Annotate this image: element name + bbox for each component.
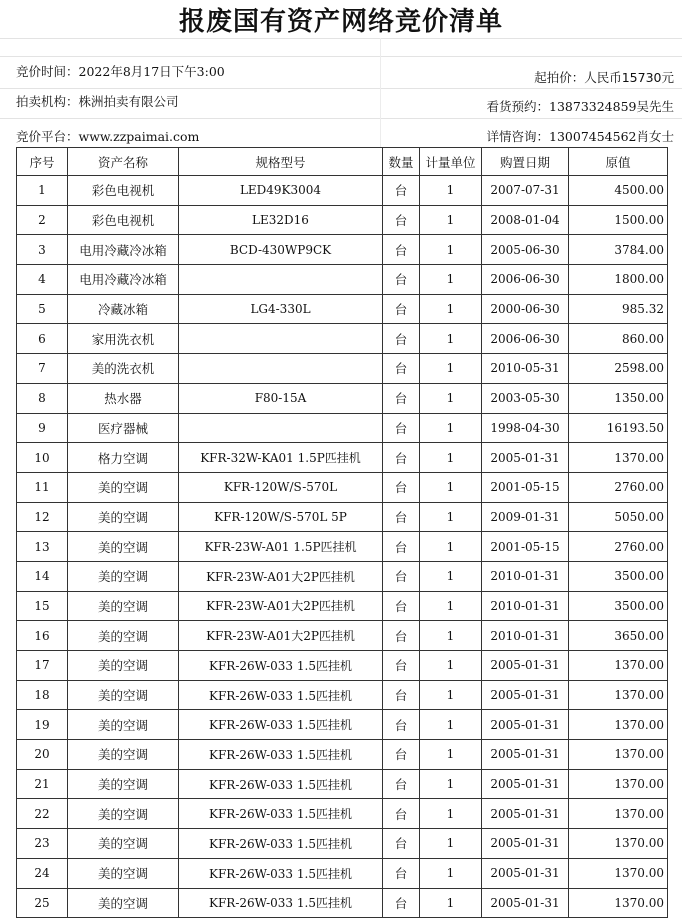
cell-original-value: 1350.00 [569, 383, 668, 413]
auction-org [16, 94, 179, 110]
cell-quantity: 1 [420, 413, 482, 443]
table-row [17, 354, 668, 384]
cell-index: 4 [17, 265, 68, 295]
cell-model: KFR-120W/S-570L [179, 472, 383, 502]
cell-index: 13 [17, 532, 68, 562]
cell-asset-name: 美的空调 [68, 532, 179, 562]
header-cell: 数量 [383, 148, 420, 176]
cell-purchase-date: 2003-05-30 [482, 383, 569, 413]
table-row [17, 621, 668, 651]
cell-quantity: 1 [420, 651, 482, 681]
grid-line [0, 118, 682, 119]
cell-unit: 台 [383, 591, 420, 621]
table-row [17, 265, 668, 295]
cell-model: KFR-26W-033 1.5匹挂机 [179, 651, 383, 681]
cell-asset-name: 美的空调 [68, 621, 179, 651]
cell-purchase-date: 2009-01-31 [482, 502, 569, 532]
cell-purchase-date: 1998-04-30 [482, 413, 569, 443]
cell-quantity: 1 [420, 294, 482, 324]
table-body [17, 176, 668, 918]
detail-contact [487, 129, 675, 145]
cell-original-value: 985.32 [569, 294, 668, 324]
cell-index: 19 [17, 710, 68, 740]
cell-unit: 台 [383, 561, 420, 591]
cell-index: 11 [17, 472, 68, 502]
cell-purchase-date: 2005-01-31 [482, 769, 569, 799]
cell-index: 3 [17, 235, 68, 265]
cell-asset-name: 美的空调 [68, 472, 179, 502]
cell-unit: 台 [383, 502, 420, 532]
cell-model: KFR-26W-033 1.5匹挂机 [179, 680, 383, 710]
cell-index: 6 [17, 324, 68, 354]
table-row [17, 651, 668, 681]
cell-purchase-date: 2006-06-30 [482, 265, 569, 295]
cell-purchase-date: 2008-01-04 [482, 205, 569, 235]
cell-index: 1 [17, 176, 68, 206]
cell-model: KFR-26W-033 1.5匹挂机 [179, 829, 383, 859]
cell-original-value: 1370.00 [569, 651, 668, 681]
cell-index: 21 [17, 769, 68, 799]
table-row [17, 205, 668, 235]
table-row [17, 502, 668, 532]
table-row [17, 591, 668, 621]
cell-quantity: 1 [420, 621, 482, 651]
cell-purchase-date: 2005-01-31 [482, 740, 569, 770]
viewing-value: 13873324859吴先生 [549, 99, 674, 114]
auction-platform-value: www.zzpaimai.com [78, 129, 200, 144]
cell-unit: 台 [383, 858, 420, 888]
cell-asset-name: 美的空调 [68, 829, 179, 859]
cell-asset-name: 美的空调 [68, 799, 179, 829]
cell-unit: 台 [383, 888, 420, 918]
cell-index: 17 [17, 651, 68, 681]
cell-purchase-date: 2000-06-30 [482, 294, 569, 324]
cell-quantity: 1 [420, 858, 482, 888]
cell-index: 7 [17, 354, 68, 384]
cell-asset-name: 电用冷藏冷冰箱 [68, 265, 179, 295]
cell-quantity: 1 [420, 383, 482, 413]
cell-unit: 台 [383, 354, 420, 384]
cell-asset-name: 美的空调 [68, 651, 179, 681]
cell-original-value: 1370.00 [569, 829, 668, 859]
auction-org-label: 拍卖机构： [16, 94, 79, 109]
header-cell: 购置日期 [482, 148, 569, 176]
cell-unit: 台 [383, 621, 420, 651]
cell-original-value: 1800.00 [569, 265, 668, 295]
cell-model: KFR-32W-KA01 1.5P匹挂机 [179, 443, 383, 473]
cell-purchase-date: 2005-01-31 [482, 829, 569, 859]
grid-line [0, 88, 682, 89]
table-row [17, 235, 668, 265]
cell-asset-name: 家用洗衣机 [68, 324, 179, 354]
table-row [17, 799, 668, 829]
cell-quantity: 1 [420, 502, 482, 532]
cell-unit: 台 [383, 176, 420, 206]
cell-unit: 台 [383, 294, 420, 324]
cell-unit: 台 [383, 769, 420, 799]
cell-quantity: 1 [420, 443, 482, 473]
cell-index: 8 [17, 383, 68, 413]
cell-quantity: 1 [420, 769, 482, 799]
cell-asset-name: 美的空调 [68, 680, 179, 710]
viewing-contact [487, 99, 675, 115]
cell-asset-name: 热水器 [68, 383, 179, 413]
auction-time-label: 竞价时间： [16, 64, 79, 79]
cell-original-value: 4500.00 [569, 176, 668, 206]
cell-unit: 台 [383, 205, 420, 235]
cell-original-value: 1370.00 [569, 769, 668, 799]
cell-model: KFR-26W-033 1.5匹挂机 [179, 740, 383, 770]
cell-quantity: 1 [420, 561, 482, 591]
cell-quantity: 1 [420, 888, 482, 918]
cell-quantity: 1 [420, 680, 482, 710]
cell-model: KFR-26W-033 1.5匹挂机 [179, 799, 383, 829]
table-row [17, 858, 668, 888]
cell-model: KFR-26W-033 1.5匹挂机 [179, 710, 383, 740]
table-row [17, 888, 668, 918]
cell-asset-name: 美的空调 [68, 740, 179, 770]
table-row [17, 443, 668, 473]
table-row [17, 294, 668, 324]
cell-unit: 台 [383, 324, 420, 354]
cell-asset-name: 彩色电视机 [68, 176, 179, 206]
grid-line [380, 38, 381, 148]
cell-purchase-date: 2001-05-15 [482, 532, 569, 562]
cell-unit: 台 [383, 740, 420, 770]
table-row [17, 324, 668, 354]
cell-original-value: 2760.00 [569, 532, 668, 562]
cell-asset-name: 格力空调 [68, 443, 179, 473]
cell-original-value: 1370.00 [569, 443, 668, 473]
header-cell: 资产名称 [68, 148, 179, 176]
cell-quantity: 1 [420, 591, 482, 621]
cell-model: KFR-23W-A01 1.5P匹挂机 [179, 532, 383, 562]
cell-index: 2 [17, 205, 68, 235]
cell-original-value: 3650.00 [569, 621, 668, 651]
cell-purchase-date: 2005-01-31 [482, 651, 569, 681]
cell-asset-name: 医疗器械 [68, 413, 179, 443]
cell-model: KFR-120W/S-570L 5P [179, 502, 383, 532]
cell-index: 5 [17, 294, 68, 324]
cell-original-value: 1500.00 [569, 205, 668, 235]
header-cell: 规格型号 [179, 148, 383, 176]
cell-asset-name: 美的空调 [68, 769, 179, 799]
cell-original-value: 2760.00 [569, 472, 668, 502]
cell-quantity: 1 [420, 740, 482, 770]
cell-purchase-date: 2005-01-31 [482, 799, 569, 829]
cell-original-value: 2598.00 [569, 354, 668, 384]
detail-value: 13007454562肖女士 [549, 129, 674, 144]
cell-model: KFR-26W-033 1.5匹挂机 [179, 769, 383, 799]
cell-unit: 台 [383, 443, 420, 473]
cell-purchase-date: 2010-01-31 [482, 621, 569, 651]
cell-model: LG4-330L [179, 294, 383, 324]
cell-asset-name: 美的空调 [68, 591, 179, 621]
table-row [17, 710, 668, 740]
cell-quantity: 1 [420, 235, 482, 265]
cell-asset-name: 冷藏冰箱 [68, 294, 179, 324]
cell-index: 22 [17, 799, 68, 829]
cell-index: 9 [17, 413, 68, 443]
cell-unit: 台 [383, 235, 420, 265]
cell-asset-name: 美的空调 [68, 561, 179, 591]
table-row [17, 413, 668, 443]
cell-purchase-date: 2005-01-31 [482, 680, 569, 710]
cell-model: KFR-23W-A01大2P匹挂机 [179, 621, 383, 651]
cell-purchase-date: 2005-01-31 [482, 858, 569, 888]
cell-purchase-date: 2010-01-31 [482, 591, 569, 621]
cell-quantity: 1 [420, 205, 482, 235]
cell-index: 16 [17, 621, 68, 651]
cell-model [179, 324, 383, 354]
cell-model: F80-15A [179, 383, 383, 413]
table-row [17, 472, 668, 502]
cell-original-value: 860.00 [569, 324, 668, 354]
cell-model: LE32D16 [179, 205, 383, 235]
cell-asset-name: 美的空调 [68, 710, 179, 740]
auction-platform-label: 竞价平台： [16, 129, 79, 144]
page-title: 报废国有资产网络竞价清单 [178, 7, 503, 37]
cell-model [179, 354, 383, 384]
table-row [17, 829, 668, 859]
cell-original-value: 3500.00 [569, 591, 668, 621]
cell-asset-name: 美的空调 [68, 888, 179, 918]
cell-original-value: 1370.00 [569, 680, 668, 710]
cell-index: 23 [17, 829, 68, 859]
cell-unit: 台 [383, 265, 420, 295]
cell-purchase-date: 2005-01-31 [482, 888, 569, 918]
header-cell: 序号 [17, 148, 68, 176]
cell-original-value: 1370.00 [569, 710, 668, 740]
cell-index: 12 [17, 502, 68, 532]
cell-unit: 台 [383, 383, 420, 413]
auction-time [16, 64, 225, 80]
table-row [17, 740, 668, 770]
cell-quantity: 1 [420, 472, 482, 502]
cell-asset-name: 美的空调 [68, 858, 179, 888]
cell-model: BCD-430WP9CK [179, 235, 383, 265]
asset-table [16, 147, 668, 918]
cell-unit: 台 [383, 799, 420, 829]
cell-original-value: 1370.00 [569, 799, 668, 829]
start-price-label: 起拍价： [534, 70, 585, 85]
cell-purchase-date: 2010-01-31 [482, 561, 569, 591]
cell-asset-name: 电用冷藏冷冰箱 [68, 235, 179, 265]
table-row [17, 680, 668, 710]
cell-original-value: 3500.00 [569, 561, 668, 591]
cell-asset-name: 彩色电视机 [68, 205, 179, 235]
table-row [17, 176, 668, 206]
cell-model: KFR-26W-033 1.5匹挂机 [179, 888, 383, 918]
cell-unit: 台 [383, 829, 420, 859]
cell-index: 10 [17, 443, 68, 473]
cell-model: KFR-26W-033 1.5匹挂机 [179, 858, 383, 888]
cell-quantity: 1 [420, 829, 482, 859]
detail-label: 详情咨询： [486, 129, 550, 144]
cell-model: KFR-23W-A01大2P匹挂机 [179, 591, 383, 621]
table-header-row [17, 148, 668, 176]
cell-unit: 台 [383, 413, 420, 443]
header-cell: 计量单位 [420, 148, 482, 176]
auction-platform [16, 129, 199, 145]
cell-purchase-date: 2005-06-30 [482, 235, 569, 265]
cell-index: 15 [17, 591, 68, 621]
cell-quantity: 1 [420, 532, 482, 562]
cell-original-value: 1370.00 [569, 740, 668, 770]
cell-purchase-date: 2005-01-31 [482, 710, 569, 740]
cell-index: 24 [17, 858, 68, 888]
cell-unit: 台 [383, 680, 420, 710]
cell-quantity: 1 [420, 176, 482, 206]
table-row [17, 769, 668, 799]
cell-original-value: 3784.00 [569, 235, 668, 265]
cell-original-value: 1370.00 [569, 888, 668, 918]
cell-purchase-date: 2010-05-31 [482, 354, 569, 384]
cell-asset-name: 美的空调 [68, 502, 179, 532]
cell-purchase-date: 2005-01-31 [482, 443, 569, 473]
cell-quantity: 1 [420, 354, 482, 384]
table-row [17, 383, 668, 413]
cell-unit: 台 [383, 651, 420, 681]
cell-quantity: 1 [420, 324, 482, 354]
cell-quantity: 1 [420, 710, 482, 740]
cell-model [179, 265, 383, 295]
cell-model [179, 413, 383, 443]
cell-model: KFR-23W-A01大2P匹挂机 [179, 561, 383, 591]
table-row [17, 532, 668, 562]
cell-unit: 台 [383, 532, 420, 562]
cell-purchase-date: 2007-07-31 [482, 176, 569, 206]
cell-purchase-date: 2006-06-30 [482, 324, 569, 354]
cell-index: 18 [17, 680, 68, 710]
cell-index: 20 [17, 740, 68, 770]
table-row [17, 561, 668, 591]
start-price [534, 70, 674, 86]
auction-org-value: 株洲拍卖有限公司 [78, 94, 179, 109]
grid-line [0, 56, 682, 57]
cell-original-value: 16193.50 [569, 413, 668, 443]
auction-time-value: 2022年8月17日下午3:00 [78, 64, 225, 79]
cell-unit: 台 [383, 710, 420, 740]
header-cell: 原值 [569, 148, 668, 176]
cell-quantity: 1 [420, 799, 482, 829]
cell-original-value: 1370.00 [569, 858, 668, 888]
cell-purchase-date: 2001-05-15 [482, 472, 569, 502]
cell-original-value: 5050.00 [569, 502, 668, 532]
cell-quantity: 1 [420, 265, 482, 295]
cell-index: 25 [17, 888, 68, 918]
cell-asset-name: 美的洗衣机 [68, 354, 179, 384]
cell-unit: 台 [383, 472, 420, 502]
cell-model: LED49K3004 [179, 176, 383, 206]
viewing-label: 看货预约： [486, 99, 550, 114]
start-price-value: 人民币15730元 [584, 70, 674, 85]
cell-index: 14 [17, 561, 68, 591]
